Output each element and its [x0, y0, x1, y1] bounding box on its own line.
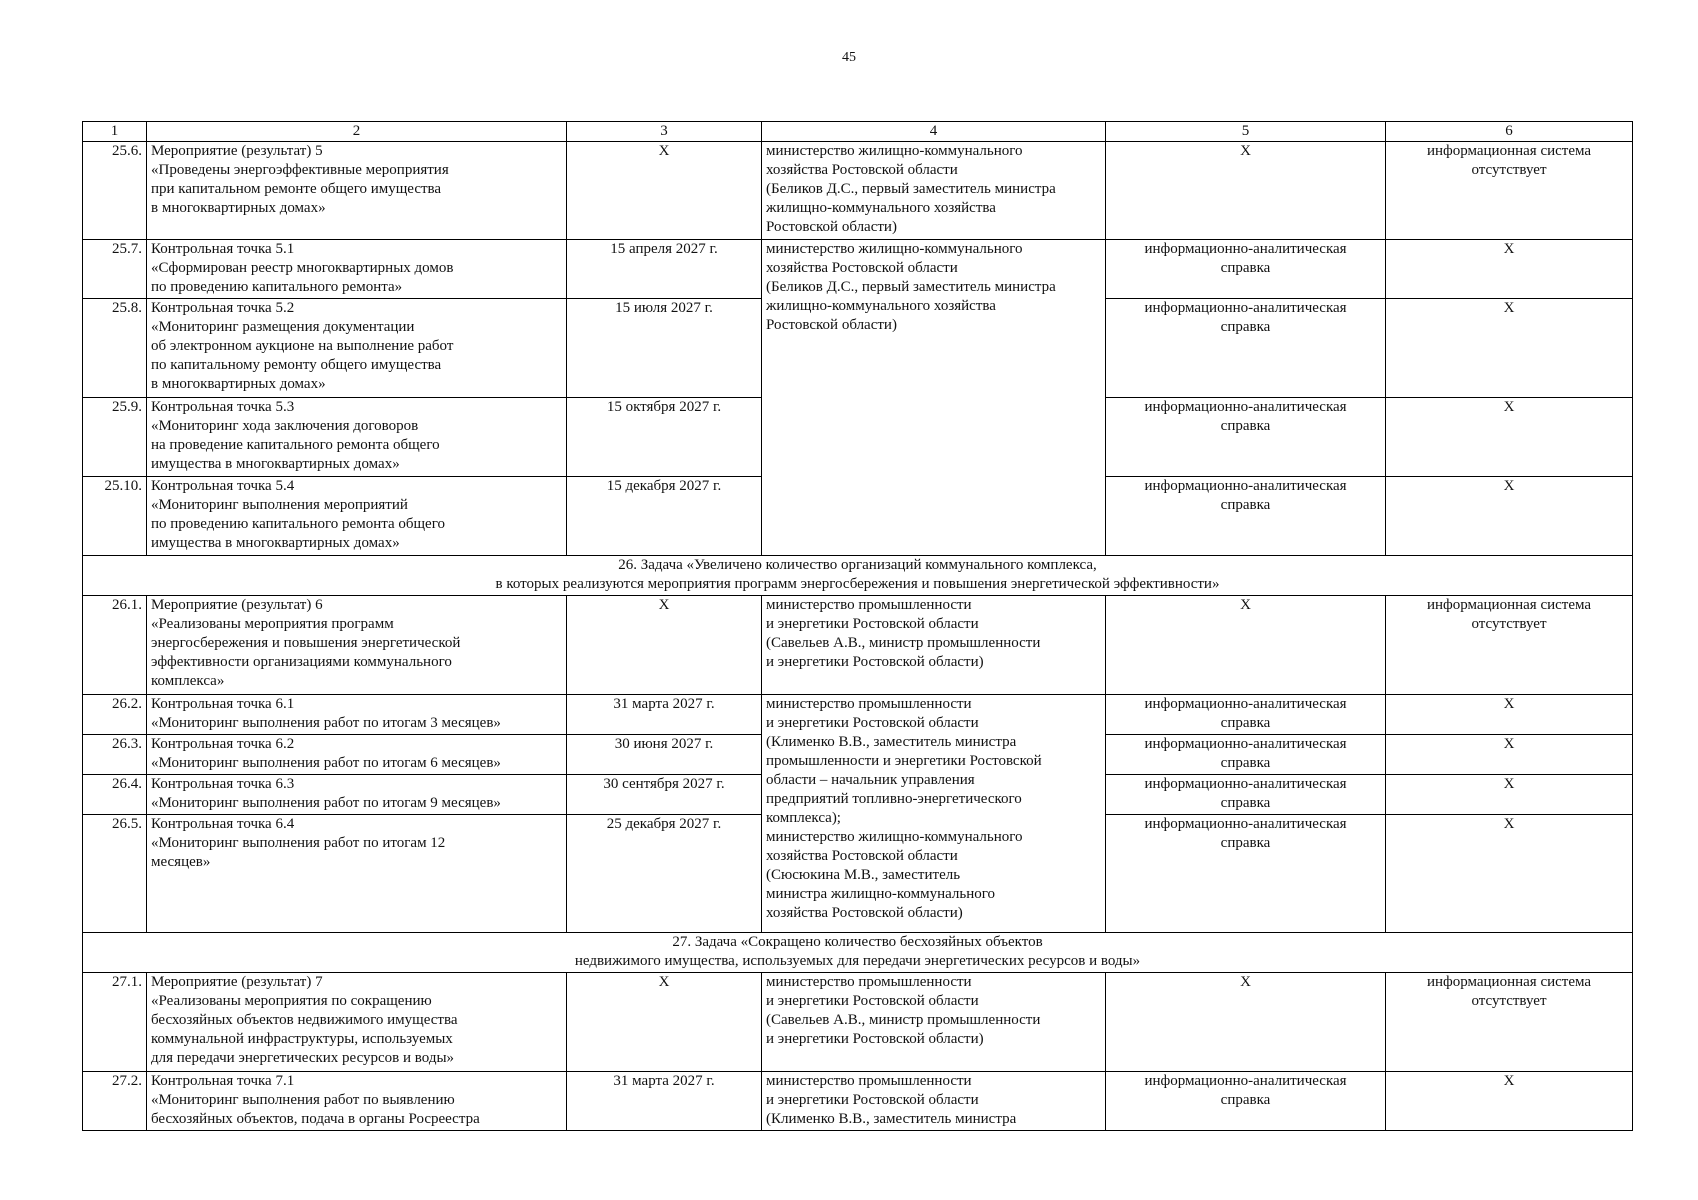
- task-title: 26. Задача «Увеличено количество организаций коммунального комплекса, в которых реализуются мероприятия программ энергосбережения и повышения энергетической эффективности»: [83, 556, 1633, 596]
- row-date: 15 октября 2027 г.: [567, 398, 762, 477]
- row-number: 27.2.: [83, 1072, 147, 1131]
- row-number: 26.3.: [83, 735, 147, 775]
- row-name: Мероприятие (результат) 7 «Реализованы мероприятия по сокращению бесхозяйных объектов недвижимого имущества коммунальной инфраструктуры, используемых для передачи энергетических ресурсов и воды»: [147, 973, 567, 1072]
- row-date: 31 марта 2027 г.: [567, 695, 762, 735]
- row-number: 27.1.: [83, 973, 147, 1072]
- activities-table: [82, 121, 1633, 1131]
- row-name: Контрольная точка 6.1 «Мониторинг выполнения работ по итогам 3 месяцев»: [147, 695, 567, 735]
- row-info-system: X: [1386, 398, 1633, 477]
- row-document: информационно-аналитическая справка: [1106, 735, 1386, 775]
- row-responsible: министерство промышленности и энергетики Ростовской области (Савельев А.В., министр промышленности и энергетики Ростовской области): [762, 596, 1106, 695]
- column-numbers-row: [83, 122, 1633, 142]
- row-document: X: [1106, 142, 1386, 240]
- row-number: 26.1.: [83, 596, 147, 695]
- row-document: информационно-аналитическая справка: [1106, 477, 1386, 556]
- row-info-system: X: [1386, 815, 1633, 933]
- column-header: 6: [1386, 122, 1633, 142]
- row-info-system: X: [1386, 1072, 1633, 1131]
- row-name: Контрольная точка 7.1 «Мониторинг выполнения работ по выявлению бесхозяйных объектов, подача в органы Росреестра: [147, 1072, 567, 1131]
- row-info-system: информационная система отсутствует: [1386, 973, 1633, 1072]
- task-title: 27. Задача «Сокращено количество бесхозяйных объектов недвижимого имущества, используемых для передачи энергетических ресурсов и воды»: [83, 933, 1633, 973]
- row-number: 25.10.: [83, 477, 147, 556]
- row-name: Мероприятие (результат) 6 «Реализованы мероприятия программ энергосбережения и повышения энергетической эффективности организациями коммунального комплекса»: [147, 596, 567, 695]
- row-date: 15 апреля 2027 г.: [567, 240, 762, 299]
- row-document: X: [1106, 596, 1386, 695]
- row-number: 25.8.: [83, 299, 147, 398]
- row-responsible: министерство жилищно-коммунального хозяйства Ростовской области (Беликов Д.С., первый заместитель министра жилищно-коммунального хозяйства Ростовской области): [762, 240, 1106, 556]
- row-date: 15 декабря 2027 г.: [567, 477, 762, 556]
- row-date: 25 декабря 2027 г.: [567, 815, 762, 933]
- row-document: информационно-аналитическая справка: [1106, 398, 1386, 477]
- row-date: 31 марта 2027 г.: [567, 1072, 762, 1131]
- row-number: 25.9.: [83, 398, 147, 477]
- column-header: 3: [567, 122, 762, 142]
- row-date: 30 сентября 2027 г.: [567, 775, 762, 815]
- table-row: [83, 1072, 1633, 1131]
- row-info-system: X: [1386, 240, 1633, 299]
- row-info-system: информационная система отсутствует: [1386, 142, 1633, 240]
- row-name: Контрольная точка 5.2 «Мониторинг размещения документации об электронном аукционе на выполнение работ по капитальному ремонту общего имущества в многоквартирных домах»: [147, 299, 567, 398]
- page-number: 45: [842, 50, 856, 65]
- row-name: Контрольная точка 5.1 «Сформирован реестр многоквартирных домов по проведению капитального ремонта»: [147, 240, 567, 299]
- table-row: [83, 240, 1633, 299]
- column-header: 1: [83, 122, 147, 142]
- row-document: информационно-аналитическая справка: [1106, 1072, 1386, 1131]
- row-document: X: [1106, 973, 1386, 1072]
- row-info-system: информационная система отсутствует: [1386, 596, 1633, 695]
- row-document: информационно-аналитическая справка: [1106, 240, 1386, 299]
- column-header: 2: [147, 122, 567, 142]
- row-name: Мероприятие (результат) 5 «Проведены энергоэффективные мероприятия при капитальном ремонте общего имущества в многоквартирных домах»: [147, 142, 567, 240]
- row-date: X: [567, 142, 762, 240]
- table-row: [83, 695, 1633, 735]
- row-date: X: [567, 973, 762, 1072]
- row-date: 15 июля 2027 г.: [567, 299, 762, 398]
- row-info-system: X: [1386, 477, 1633, 556]
- column-header: 5: [1106, 122, 1386, 142]
- row-document: информационно-аналитическая справка: [1106, 695, 1386, 735]
- row-responsible: министерство жилищно-коммунального хозяйства Ростовской области (Беликов Д.С., первый заместитель министра жилищно-коммунального хозяйства Ростовской области): [762, 142, 1106, 240]
- row-info-system: X: [1386, 695, 1633, 735]
- row-name: Контрольная точка 6.4 «Мониторинг выполнения работ по итогам 12 месяцев»: [147, 815, 567, 933]
- row-number: 26.5.: [83, 815, 147, 933]
- row-number: 25.6.: [83, 142, 147, 240]
- row-responsible: министерство промышленности и энергетики Ростовской области (Клименко В.В., заместитель министра промышленности и энергетики Ростовской области – начальник управления предприятий топливно-энергетического комплекса); министерство жилищно-коммунального хозяйства Ростовской области (Сюсюкина М.В., заместитель министра жилищно-коммунального хозяйства Ростовской области): [762, 695, 1106, 933]
- row-document: информационно-аналитическая справка: [1106, 775, 1386, 815]
- row-number: 26.4.: [83, 775, 147, 815]
- table-row: [83, 596, 1633, 695]
- row-document: информационно-аналитическая справка: [1106, 299, 1386, 398]
- table-row: [83, 142, 1633, 240]
- row-document: информационно-аналитическая справка: [1106, 815, 1386, 933]
- column-header: 4: [762, 122, 1106, 142]
- task-header-row: [83, 556, 1633, 596]
- row-name: Контрольная точка 5.4 «Мониторинг выполнения мероприятий по проведению капитального ремонта общего имущества в многоквартирных домах»: [147, 477, 567, 556]
- row-responsible: министерство промышленности и энергетики Ростовской области (Клименко В.В., заместитель министра: [762, 1072, 1106, 1131]
- row-name: Контрольная точка 6.2 «Мониторинг выполнения работ по итогам 6 месяцев»: [147, 735, 567, 775]
- row-number: 26.2.: [83, 695, 147, 735]
- row-info-system: X: [1386, 735, 1633, 775]
- table-row: [83, 973, 1633, 1072]
- row-name: Контрольная точка 6.3 «Мониторинг выполнения работ по итогам 9 месяцев»: [147, 775, 567, 815]
- row-info-system: X: [1386, 299, 1633, 398]
- row-date: X: [567, 596, 762, 695]
- row-name: Контрольная точка 5.3 «Мониторинг хода заключения договоров на проведение капитального ремонта общего имущества в многоквартирных домах»: [147, 398, 567, 477]
- row-responsible: министерство промышленности и энергетики Ростовской области (Савельев А.В., министр промышленности и энергетики Ростовской области): [762, 973, 1106, 1072]
- row-number: 25.7.: [83, 240, 147, 299]
- row-date: 30 июня 2027 г.: [567, 735, 762, 775]
- row-info-system: X: [1386, 775, 1633, 815]
- task-header-row: [83, 933, 1633, 973]
